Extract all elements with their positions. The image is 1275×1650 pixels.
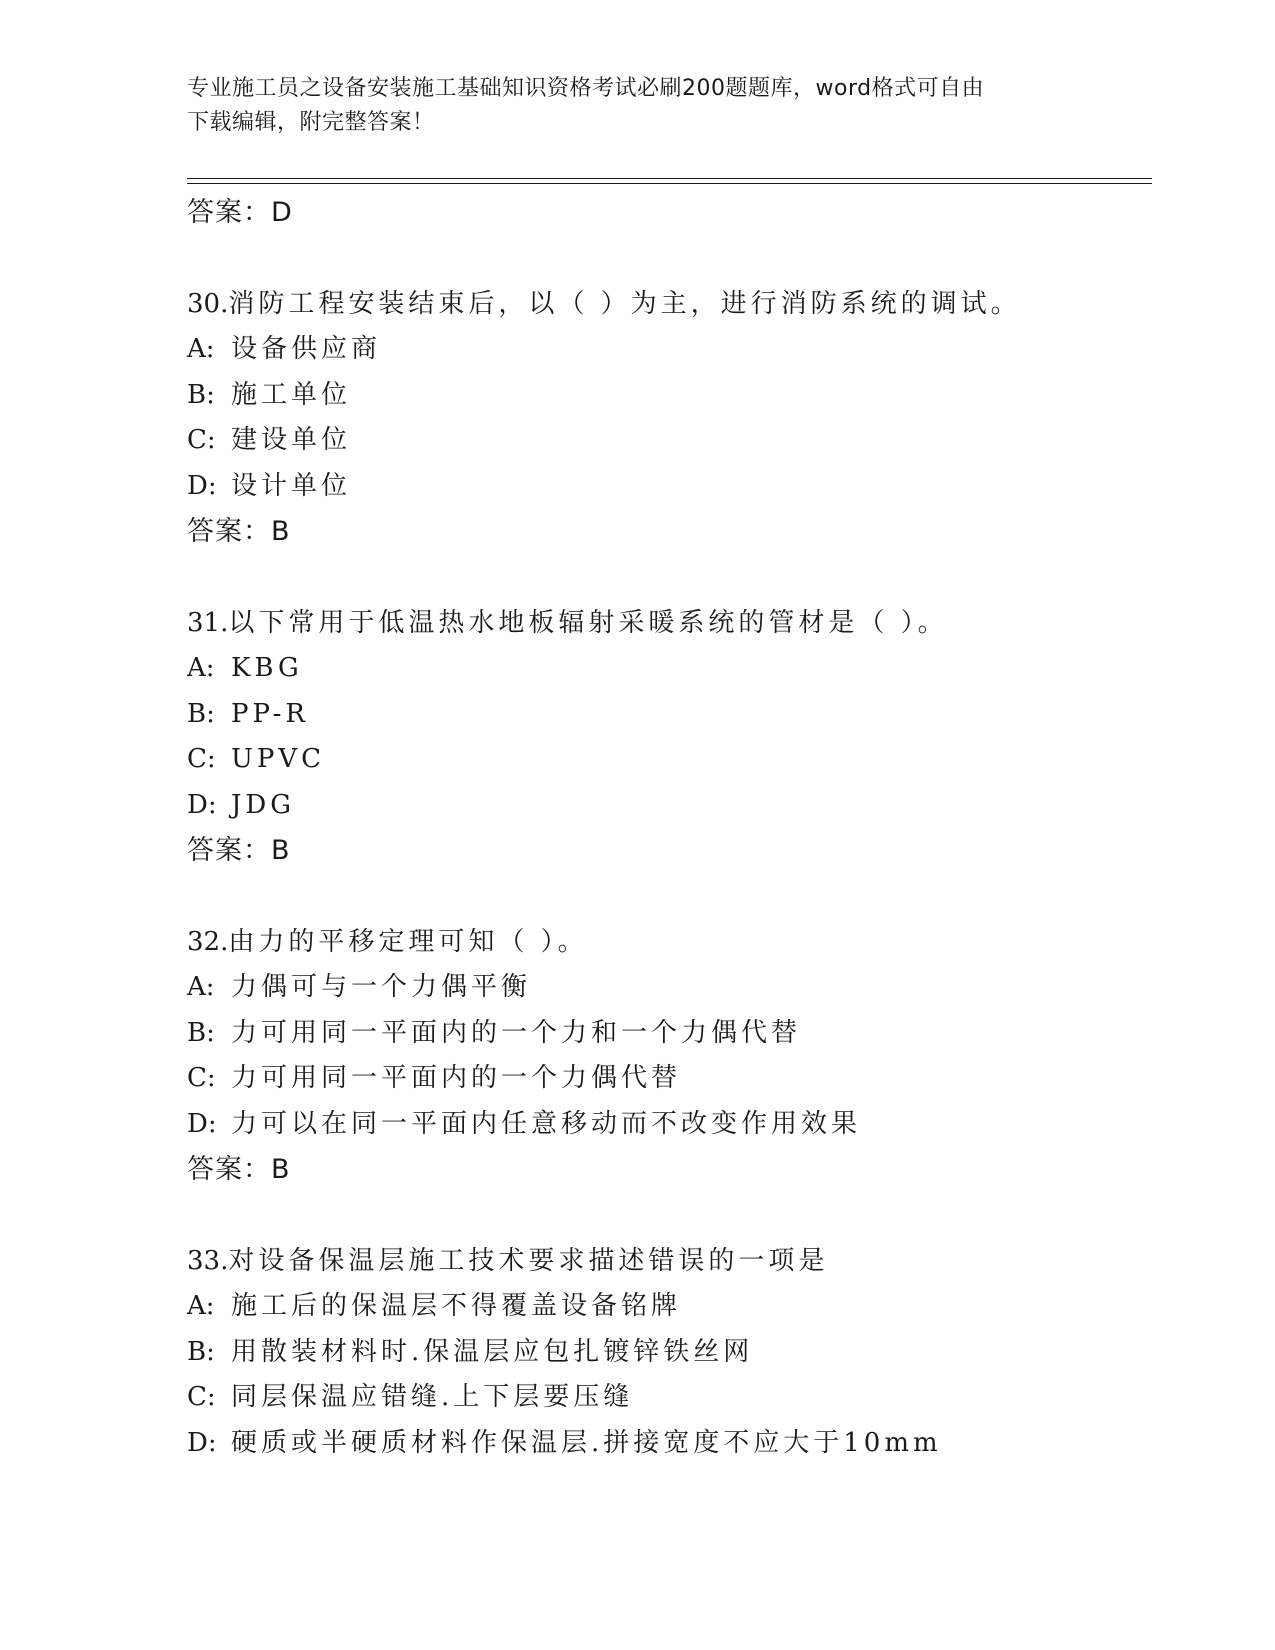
question-stem bbox=[187, 601, 1147, 647]
question-text: 以下常用于低温热水地板辐射采暖系统的管材是（ ）。 bbox=[228, 607, 948, 638]
option-b bbox=[187, 1011, 1147, 1057]
option-d bbox=[187, 464, 1147, 510]
option-letter: D: bbox=[187, 789, 217, 820]
answer-line: 答案：B bbox=[187, 1154, 291, 1185]
question-text: 对设备保温层施工技术要求描述错误的一项是 bbox=[228, 1245, 829, 1276]
option-text: 施工单位 bbox=[231, 379, 352, 410]
answer-line: 答案：B bbox=[187, 516, 291, 547]
option-c bbox=[187, 1056, 1147, 1102]
option-c bbox=[187, 1375, 1147, 1421]
question-stem bbox=[187, 920, 1147, 966]
option-a bbox=[187, 965, 1147, 1011]
question-number: 30. bbox=[187, 288, 229, 319]
question-block bbox=[187, 282, 1147, 555]
option-letter: A: bbox=[187, 334, 215, 364]
spacer bbox=[187, 555, 1147, 601]
option-text: 设备供应商 bbox=[231, 334, 382, 364]
option-text: 建设单位 bbox=[231, 425, 352, 455]
option-letter: A: bbox=[187, 653, 215, 683]
option-text: 同层保温应错缝.上下层要压缝 bbox=[231, 1382, 634, 1412]
option-letter: A: bbox=[187, 1291, 215, 1321]
header-line-2: 下载编辑，附完整答案！ bbox=[187, 110, 435, 135]
option-d bbox=[187, 1421, 1147, 1467]
option-d bbox=[187, 783, 1147, 829]
question-text: 由力的平移定理可知（ ）。 bbox=[228, 926, 588, 957]
option-letter: B: bbox=[187, 1336, 215, 1367]
option-letter: C: bbox=[187, 1063, 216, 1093]
option-letter: C: bbox=[187, 1382, 216, 1412]
option-text: PP-R bbox=[231, 698, 309, 729]
option-text: KBG bbox=[231, 653, 303, 683]
option-b bbox=[187, 373, 1147, 419]
answer-line: 答案：B bbox=[187, 835, 291, 866]
option-a bbox=[187, 646, 1147, 692]
previous-answer: 答案：D bbox=[187, 197, 293, 228]
option-b bbox=[187, 1330, 1147, 1376]
question-text: 消防工程安装结束后，以（ ）为主，进行消防系统的调试。 bbox=[228, 288, 1021, 319]
option-a bbox=[187, 1284, 1147, 1330]
spacer bbox=[187, 1193, 1147, 1239]
option-text: 施工后的保温层不得覆盖设备铭牌 bbox=[231, 1291, 682, 1321]
option-letter: C: bbox=[187, 744, 216, 774]
option-a bbox=[187, 327, 1147, 373]
option-letter: B: bbox=[187, 379, 215, 410]
header-line-1: 专业施工员之设备安装施工基础知识资格考试必刷200题题库，word格式可自由 bbox=[187, 76, 985, 101]
question-list bbox=[187, 190, 1147, 1466]
option-text: 硬质或半硬质材料作保温层.拼接宽度不应大于10mm bbox=[231, 1427, 942, 1458]
option-text: 力偶可与一个力偶平衡 bbox=[231, 972, 532, 1002]
option-letter: B: bbox=[187, 1017, 215, 1048]
option-letter: D: bbox=[187, 1108, 217, 1139]
option-text: UPVC bbox=[231, 744, 326, 774]
option-letter: C: bbox=[187, 425, 216, 455]
option-text: 力可用同一平面内的一个力和一个力偶代替 bbox=[231, 1017, 802, 1048]
option-letter: D: bbox=[187, 1427, 217, 1458]
question-block bbox=[187, 920, 1147, 1193]
option-text: 力可以在同一平面内任意移动而不改变作用效果 bbox=[231, 1108, 862, 1139]
spacer bbox=[187, 874, 1147, 920]
question-number: 33. bbox=[187, 1245, 229, 1276]
spacer bbox=[187, 236, 1147, 282]
option-c bbox=[187, 737, 1147, 783]
header-divider-bottom bbox=[187, 183, 1152, 184]
question-block bbox=[187, 601, 1147, 874]
page-header bbox=[187, 72, 1087, 140]
option-letter: D: bbox=[187, 470, 217, 501]
option-letter: B: bbox=[187, 698, 215, 729]
option-c bbox=[187, 418, 1147, 464]
question-number: 32. bbox=[187, 926, 229, 957]
question-number: 31. bbox=[187, 607, 229, 638]
option-text: 设计单位 bbox=[231, 470, 352, 501]
option-d bbox=[187, 1102, 1147, 1148]
question-stem bbox=[187, 1239, 1147, 1285]
option-text: JDG bbox=[231, 789, 296, 820]
option-b bbox=[187, 692, 1147, 738]
question-stem bbox=[187, 282, 1147, 328]
header-divider-top bbox=[187, 178, 1152, 179]
option-text: 用散装材料时.保温层应包扎镀锌铁丝网 bbox=[231, 1336, 754, 1367]
option-text: 力可用同一平面内的一个力偶代替 bbox=[231, 1063, 682, 1093]
option-letter: A: bbox=[187, 972, 215, 1002]
question-block bbox=[187, 1239, 1147, 1467]
